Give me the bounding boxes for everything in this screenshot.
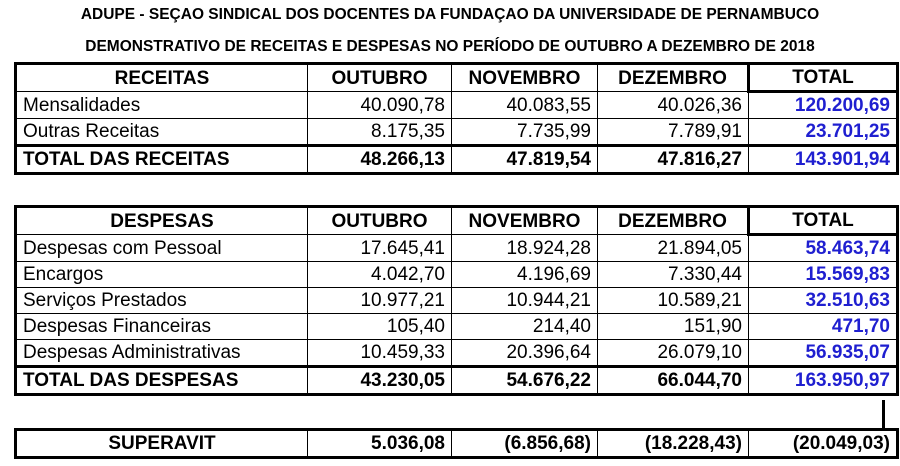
report-period-title: DEMONSTRATIVO DE RECEITAS E DESPESAS NO PERÍODO DE OUTUBRO A DEZEMBRO DE 2018 (85, 38, 815, 55)
table-row (16, 235, 898, 262)
despesas-heading: DESPESAS (16, 207, 308, 235)
superavit-table (14, 428, 899, 459)
cell-total: 143.901,94 (749, 146, 898, 174)
cell-novembro: 7.735,99 (452, 119, 598, 146)
cell-dezembro: (18.228,43) (598, 430, 749, 458)
table-row (16, 262, 898, 288)
row-label: Despesas Administrativas (16, 340, 308, 367)
receitas-heading: RECEITAS (16, 64, 308, 92)
cell-total: 32.510,63 (749, 288, 898, 314)
cell-total: (20.049,03) (749, 430, 898, 458)
cell-novembro: 4.196,69 (452, 262, 598, 288)
col-novembro: NOVEMBRO (452, 207, 598, 235)
table-row (16, 288, 898, 314)
receitas-table (14, 62, 899, 175)
cell-novembro: 40.083,55 (452, 92, 598, 119)
cell-outubro: 48.266,13 (308, 146, 452, 174)
row-label: Encargos (16, 262, 308, 288)
col-total: TOTAL (749, 64, 898, 92)
table-row (16, 314, 898, 340)
col-total: TOTAL (749, 207, 898, 235)
cell-outubro: 5.036,08 (308, 430, 452, 458)
cell-total: 58.463,74 (749, 235, 898, 262)
cell-total: 163.950,97 (749, 367, 898, 395)
receitas-header-row (16, 64, 898, 92)
col-dezembro: DEZEMBRO (598, 64, 749, 92)
row-label: TOTAL DAS RECEITAS (16, 146, 308, 174)
cell-dezembro: 47.816,27 (598, 146, 749, 174)
col-outubro: OUTUBRO (308, 64, 452, 92)
cell-outubro: 4.042,70 (308, 262, 452, 288)
cell-outubro: 10.977,21 (308, 288, 452, 314)
cell-dezembro: 151,90 (598, 314, 749, 340)
row-label: Despesas com Pessoal (16, 235, 308, 262)
col-dezembro: DEZEMBRO (598, 207, 749, 235)
cell-total: 23.701,25 (749, 119, 898, 146)
cell-total: 15.569,83 (749, 262, 898, 288)
cell-outubro: 105,40 (308, 314, 452, 340)
cell-outubro: 40.090,78 (308, 92, 452, 119)
cell-dezembro: 21.894,05 (598, 235, 749, 262)
cell-dezembro: 40.026,36 (598, 92, 749, 119)
cell-total: 471,70 (749, 314, 898, 340)
cell-dezembro: 66.044,70 (598, 367, 749, 395)
row-label: Mensalidades (16, 92, 308, 119)
despesas-header-row (16, 207, 898, 235)
cell-outubro: 17.645,41 (308, 235, 452, 262)
cell-novembro: 18.924,28 (452, 235, 598, 262)
report-org-title: ADUPE - SEÇAO SINDICAL DOS DOCENTES DA FUNDAÇAO DA UNIVERSIDADE DE PERNAMBUCO (80, 6, 820, 23)
col-outubro: OUTUBRO (308, 207, 452, 235)
cell-outubro: 10.459,33 (308, 340, 452, 367)
despesas-table (14, 205, 899, 396)
cell-outubro: 8.175,35 (308, 119, 452, 146)
table-row (16, 92, 898, 119)
row-label: Serviços Prestados (16, 288, 308, 314)
cell-dezembro: 7.789,91 (598, 119, 749, 146)
superavit-row (16, 430, 898, 458)
cell-novembro: 20.396,64 (452, 340, 598, 367)
table-row (16, 340, 898, 367)
col-novembro: NOVEMBRO (452, 64, 598, 92)
despesas-total-row (16, 367, 898, 395)
cell-novembro: (6.856,68) (452, 430, 598, 458)
superavit-label: SUPERAVIT (16, 430, 308, 458)
cell-novembro: 10.944,21 (452, 288, 598, 314)
row-label: Despesas Financeiras (16, 314, 308, 340)
divider (882, 400, 885, 430)
cell-novembro: 54.676,22 (452, 367, 598, 395)
receitas-total-row (16, 146, 898, 174)
table-row (16, 119, 898, 146)
cell-outubro: 43.230,05 (308, 367, 452, 395)
cell-dezembro: 26.079,10 (598, 340, 749, 367)
cell-novembro: 47.819,54 (452, 146, 598, 174)
cell-dezembro: 7.330,44 (598, 262, 749, 288)
row-label: TOTAL DAS DESPESAS (16, 367, 308, 395)
cell-total: 56.935,07 (749, 340, 898, 367)
row-label: Outras Receitas (16, 119, 308, 146)
cell-dezembro: 10.589,21 (598, 288, 749, 314)
cell-total: 120.200,69 (749, 92, 898, 119)
cell-novembro: 214,40 (452, 314, 598, 340)
